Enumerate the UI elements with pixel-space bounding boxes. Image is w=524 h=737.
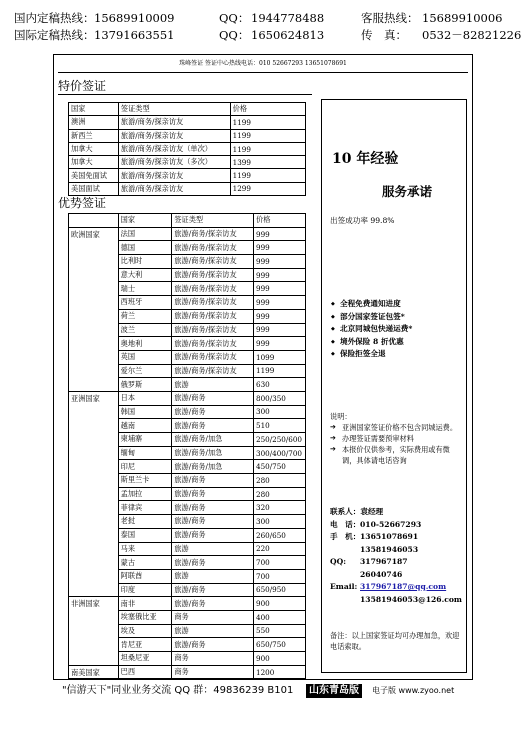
arrow-icon: ➔ bbox=[330, 445, 336, 453]
country-cell: 埃塞俄比亚 bbox=[118, 610, 172, 624]
country-cell: 新西兰 bbox=[69, 129, 119, 142]
price-cell: 630 bbox=[254, 378, 306, 392]
visa-type-cell: 旅游/商务 bbox=[172, 597, 254, 611]
country-cell: 瑞士 bbox=[118, 282, 172, 296]
visa-type-cell: 签证类型 bbox=[118, 103, 230, 116]
visa-type-cell: 旅游/商务/探亲访友 bbox=[172, 323, 254, 337]
qq-number: 1650624813 bbox=[251, 28, 325, 42]
visa-type-cell: 旅游/商务/探亲访友 bbox=[172, 296, 254, 310]
price-cell: 999 bbox=[254, 309, 306, 323]
visa-type-cell: 旅游/商务 bbox=[172, 391, 254, 405]
country-cell: 美国面试 bbox=[69, 182, 119, 195]
visa-type-cell: 旅游/商务 bbox=[172, 583, 254, 597]
visa-type-cell: 旅游 bbox=[172, 542, 254, 556]
region-cell: 非洲国家 bbox=[69, 597, 119, 665]
arrow-icon: ➔ bbox=[330, 423, 336, 431]
qq-label: QQ： bbox=[219, 28, 250, 42]
price-cell: 650/950 bbox=[254, 583, 306, 597]
price-cell: 250/250/600 bbox=[254, 433, 306, 447]
sheet-subheader: 珠峰签证 签证中心热线电话：010 52667293 13651078691 bbox=[179, 60, 347, 67]
visa-type-cell: 旅游/商务 bbox=[172, 501, 254, 515]
service-bullet: ◆ 北京同城包快递运费* bbox=[340, 323, 412, 336]
price-cell: 700 bbox=[254, 556, 306, 570]
price-cell: 999 bbox=[254, 255, 306, 269]
table-row bbox=[69, 156, 306, 169]
visa-type-cell: 旅游 bbox=[172, 569, 254, 583]
table-header-row bbox=[69, 214, 306, 228]
region-cell: 南美国家 bbox=[69, 665, 119, 679]
price-cell: 280 bbox=[254, 487, 306, 501]
table-row bbox=[69, 129, 306, 142]
country-cell: 爱尔兰 bbox=[118, 364, 172, 378]
country-cell: 孟加拉 bbox=[118, 487, 172, 501]
country-cell: 马来 bbox=[118, 542, 172, 556]
contact-tel: 电 话： 010-52667293 bbox=[330, 519, 422, 529]
country-cell: 南非 bbox=[118, 597, 172, 611]
country-cell: 印度 bbox=[118, 583, 172, 597]
country-cell: 斯里兰卡 bbox=[118, 474, 172, 488]
country-cell: 加拿大 bbox=[69, 142, 119, 155]
contact-person: 联系人：袁经理 bbox=[330, 507, 384, 516]
price-cell: 999 bbox=[254, 323, 306, 337]
price-cell: 300/400/700 bbox=[254, 446, 306, 460]
visa-type-cell: 旅游/商务 bbox=[172, 638, 254, 652]
visa-type-cell: 旅游 bbox=[172, 378, 254, 392]
service-bullet: ◆ 部分国家签证包签* bbox=[340, 311, 412, 324]
footer-group-info: "信游天下"同业业务交流 QQ 群：49836239 B101 bbox=[62, 685, 294, 696]
price-cell: 价格 bbox=[230, 103, 305, 116]
qq-number: 1944778488 bbox=[251, 11, 325, 25]
table-row bbox=[69, 116, 306, 129]
service-bullet: ◆ 全程免费通知进度 bbox=[340, 298, 412, 311]
country-cell: 奥地利 bbox=[118, 337, 172, 351]
visa-type-cell: 旅游/商务/探亲访友 bbox=[172, 309, 254, 323]
table-row bbox=[69, 182, 306, 195]
country-cell: 蒙古 bbox=[118, 556, 172, 570]
country-cell: 法国 bbox=[118, 227, 172, 241]
table-row bbox=[69, 227, 306, 241]
special-visa-table bbox=[68, 102, 306, 196]
service-hotline-label: 客服热线： bbox=[361, 11, 419, 25]
divider bbox=[58, 72, 468, 73]
visa-type-cell: 旅游/商务/探亲访友 bbox=[172, 227, 254, 241]
table-row bbox=[69, 391, 306, 405]
country-cell: 意大利 bbox=[118, 268, 172, 282]
country-header: 国家 bbox=[118, 214, 172, 228]
email-link[interactable]: 317967187@qq.com bbox=[360, 582, 447, 591]
price-cell: 1199 bbox=[230, 169, 305, 182]
visa-type-cell: 旅游/商务/探亲访友 bbox=[118, 116, 230, 129]
country-cell: 德国 bbox=[118, 241, 172, 255]
visa-type-cell: 旅游/商务/探亲访友 bbox=[172, 282, 254, 296]
table-row bbox=[69, 142, 306, 155]
service-bullet-list bbox=[340, 298, 412, 361]
country-cell: 西班牙 bbox=[118, 296, 172, 310]
price-cell: 300 bbox=[254, 405, 306, 419]
country-cell: 日本 bbox=[118, 391, 172, 405]
visa-type-cell: 旅游/商务 bbox=[172, 528, 254, 542]
premium-visa-title: 优势签证 bbox=[58, 196, 107, 210]
price-cell: 650/750 bbox=[254, 638, 306, 652]
visa-type-cell: 旅游/商务/探亲访友 bbox=[172, 364, 254, 378]
country-cell: 荷兰 bbox=[118, 309, 172, 323]
region-cell: 亚洲国家 bbox=[69, 391, 119, 596]
visa-type-cell: 旅游/商务/探亲访友 bbox=[118, 169, 230, 182]
visa-type-cell: 旅游/商务 bbox=[172, 487, 254, 501]
country-cell: 菲律宾 bbox=[118, 501, 172, 515]
service-bullet: ◆ 境外保险 8 折优惠 bbox=[340, 336, 412, 349]
visa-type-cell: 旅游/商务/探亲访友（多次） bbox=[118, 156, 230, 169]
service-promise-heading: 服务承诺 bbox=[382, 184, 433, 199]
country-cell: 美国免面试 bbox=[69, 169, 119, 182]
visa-type-cell: 旅游/商务/加急 bbox=[172, 460, 254, 474]
country-cell: 巴西 bbox=[118, 665, 172, 679]
price-cell: 220 bbox=[254, 542, 306, 556]
country-cell: 越南 bbox=[118, 419, 172, 433]
price-cell: 450/750 bbox=[254, 460, 306, 474]
experience-heading: 10 年经验 bbox=[332, 151, 399, 167]
contact-email-2: 13581946053@126.com bbox=[360, 594, 462, 604]
arrow-icon: ➔ bbox=[330, 434, 336, 442]
contact-email: Email: 317967187@qq.com bbox=[330, 581, 383, 594]
country-cell: 韩国 bbox=[118, 405, 172, 419]
price-cell: 700 bbox=[254, 569, 306, 583]
price-cell: 1399 bbox=[230, 156, 305, 169]
country-cell: 澳洲 bbox=[69, 116, 119, 129]
country-cell: 坦桑尼亚 bbox=[118, 652, 172, 666]
table-row bbox=[69, 597, 306, 611]
country-cell: 加拿大 bbox=[69, 156, 119, 169]
visa-type-cell: 旅游/商务 bbox=[172, 474, 254, 488]
special-visa-title: 特价签证 bbox=[58, 79, 107, 93]
visa-type-cell: 旅游/商务/加急 bbox=[172, 446, 254, 460]
divider bbox=[58, 94, 312, 95]
visa-type-cell: 旅游/商务/探亲访友（单次） bbox=[118, 142, 230, 155]
price-cell: 320 bbox=[254, 501, 306, 515]
qq-label: QQ： bbox=[219, 11, 250, 25]
visa-type-cell: 商务 bbox=[172, 652, 254, 666]
note-item: ➔ 本报价仅供参考，实际费用或有微调，具体请电话咨询 bbox=[330, 445, 450, 465]
visa-type-cell: 旅游/商务/探亲访友 bbox=[172, 268, 254, 282]
contact-mobile: 手 机： 13651078691 bbox=[330, 532, 419, 541]
country-cell: 英国 bbox=[118, 350, 172, 364]
service-bullet: ◆ 保险拒签全退 bbox=[340, 348, 412, 361]
price-cell: 900 bbox=[254, 652, 306, 666]
visa-type-cell: 旅游/商务/探亲访友 bbox=[118, 182, 230, 195]
fax-label: 传 真： bbox=[361, 28, 407, 42]
price-cell: 999 bbox=[254, 282, 306, 296]
success-rate: 出签成功率 99.8% bbox=[330, 216, 395, 225]
visa-type-cell: 旅游/商务/探亲访友 bbox=[172, 350, 254, 364]
price-cell: 1199 bbox=[254, 364, 306, 378]
country-cell: 印尼 bbox=[118, 460, 172, 474]
price-cell: 1199 bbox=[230, 116, 305, 129]
price-cell: 1200 bbox=[254, 665, 306, 679]
country-cell: 泰国 bbox=[118, 528, 172, 542]
country-cell: 缅甸 bbox=[118, 446, 172, 460]
contact-qq: QQ: 317967187 bbox=[330, 557, 408, 566]
price-cell: 1199 bbox=[230, 129, 305, 142]
price-cell: 900 bbox=[254, 597, 306, 611]
visa-type-cell: 旅游/商务 bbox=[172, 556, 254, 570]
note-item: ➔ 亚洲国家签证价格不包含同城运费。 bbox=[330, 423, 458, 432]
country-cell: 埃及 bbox=[118, 624, 172, 638]
note-item: ➔ 办理签证需要预审材料 bbox=[330, 434, 414, 443]
country-cell: 肯尼亚 bbox=[118, 638, 172, 652]
price-cell: 510 bbox=[254, 419, 306, 433]
service-hotline-number: 15689910006 bbox=[422, 11, 503, 25]
intl-hotline-number: 13791663551 bbox=[94, 28, 175, 42]
remark: 备注：以上国家签证均可办理加急，欢迎电话索取。 bbox=[330, 631, 460, 651]
visa-type-cell: 旅游/商务 bbox=[172, 515, 254, 529]
price-cell: 999 bbox=[254, 241, 306, 255]
price-cell: 280 bbox=[254, 474, 306, 488]
price-cell: 260/650 bbox=[254, 528, 306, 542]
country-cell: 国家 bbox=[69, 103, 119, 116]
contact-qq-2: 26040746 bbox=[360, 569, 403, 579]
table-row bbox=[69, 169, 306, 182]
price-cell: 300 bbox=[254, 515, 306, 529]
country-cell: 老挝 bbox=[118, 515, 172, 529]
contact-mobile-2: 13581946053 bbox=[360, 544, 419, 554]
service-commitment-panel bbox=[321, 99, 467, 673]
table-header-row bbox=[69, 103, 306, 116]
premium-visa-table bbox=[68, 213, 306, 679]
region-cell: 欧洲国家 bbox=[69, 227, 119, 391]
notes-section bbox=[330, 411, 460, 466]
visa-type-cell: 商务 bbox=[172, 610, 254, 624]
price-cell: 1199 bbox=[230, 142, 305, 155]
price-cell: 999 bbox=[254, 296, 306, 310]
edition-badge: 山东青岛版 bbox=[306, 684, 362, 698]
price-header: 价格 bbox=[254, 214, 306, 228]
price-cell: 999 bbox=[254, 268, 306, 282]
visa-price-sheet bbox=[53, 54, 473, 680]
visa-type-cell: 旅游/商务/加急 bbox=[172, 433, 254, 447]
visa-type-cell: 旅游/商务/探亲访友 bbox=[118, 129, 230, 142]
price-cell: 400 bbox=[254, 610, 306, 624]
country-cell: 比利时 bbox=[118, 255, 172, 269]
domestic-hotline-number: 15689910009 bbox=[94, 11, 175, 25]
visa-type-cell: 旅游/商务/探亲访友 bbox=[172, 337, 254, 351]
price-cell: 1299 bbox=[230, 182, 305, 195]
table-row bbox=[69, 665, 306, 679]
price-cell: 999 bbox=[254, 227, 306, 241]
visa-type-cell: 旅游/商务/探亲访友 bbox=[172, 241, 254, 255]
price-cell: 1099 bbox=[254, 350, 306, 364]
price-cell: 999 bbox=[254, 337, 306, 351]
region-header-cell bbox=[69, 214, 119, 228]
country-cell: 柬埔寨 bbox=[118, 433, 172, 447]
country-cell: 俄罗斯 bbox=[118, 378, 172, 392]
domestic-hotline-label: 国内定稿热线： bbox=[14, 11, 95, 25]
visa-type-cell: 商务 bbox=[172, 665, 254, 679]
notes-title: 说明： bbox=[330, 412, 352, 421]
visa-type-cell: 旅游/商务 bbox=[172, 405, 254, 419]
intl-hotline-label: 国际定稿热线： bbox=[14, 28, 95, 42]
footer-website: 电子版 www.zyoo.net bbox=[372, 686, 455, 695]
contact-section bbox=[330, 506, 462, 606]
visa-type-cell: 旅游/商务/探亲访友 bbox=[172, 255, 254, 269]
visa-type-cell: 旅游/商务 bbox=[172, 419, 254, 433]
visa-type-header: 签证类型 bbox=[172, 214, 254, 228]
price-cell: 550 bbox=[254, 624, 306, 638]
fax-number: 0532－82821226 bbox=[422, 28, 522, 42]
price-cell: 800/350 bbox=[254, 391, 306, 405]
country-cell: 波兰 bbox=[118, 323, 172, 337]
visa-type-cell: 旅游 bbox=[172, 624, 254, 638]
country-cell: 阿联酋 bbox=[118, 569, 172, 583]
